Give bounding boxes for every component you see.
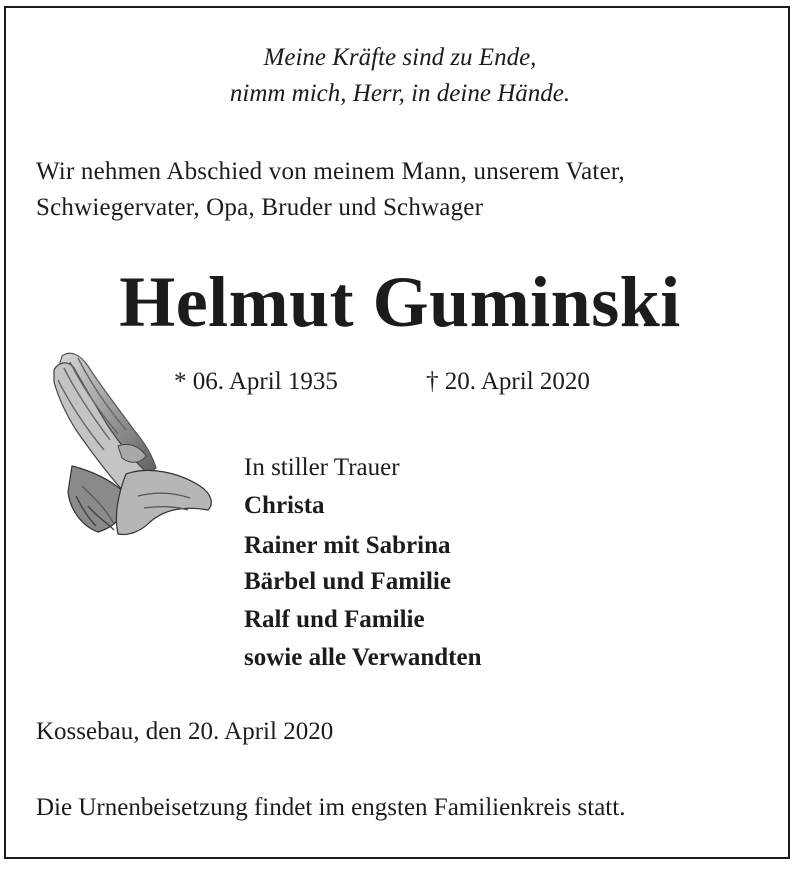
death-date: † 20. April 2020 — [426, 368, 590, 395]
birth-date: * 06. April 1935 — [174, 368, 338, 395]
mourner-name: Rainer mit Sabrina — [244, 532, 451, 559]
mourner-name: sowie alle Verwandten — [244, 644, 482, 671]
intro-line-1: Wir nehmen Abschied von meinem Mann, unserem Vater, — [36, 158, 625, 185]
funeral-notice: Die Urnenbeisetzung findet im engsten Familienkreis statt. — [36, 794, 626, 821]
intro-line-2: Schwiegervater, Opa, Bruder und Schwager — [36, 194, 484, 221]
mourner-name: Bärbel und Familie — [244, 568, 451, 595]
verse-line-1: Meine Kräfte sind zu Ende, — [263, 44, 537, 71]
mourner-name: Christa — [244, 492, 325, 519]
praying-hands-icon — [48, 346, 216, 548]
verse-line-2: nimm mich, Herr, in deine Hände. — [229, 80, 571, 107]
mourner-name: Ralf und Familie — [244, 606, 425, 633]
place-and-date: Kossebau, den 20. April 2020 — [36, 718, 334, 745]
mourning-heading: In stiller Trauer — [244, 454, 400, 481]
deceased-name: Helmut Guminski — [119, 262, 681, 342]
